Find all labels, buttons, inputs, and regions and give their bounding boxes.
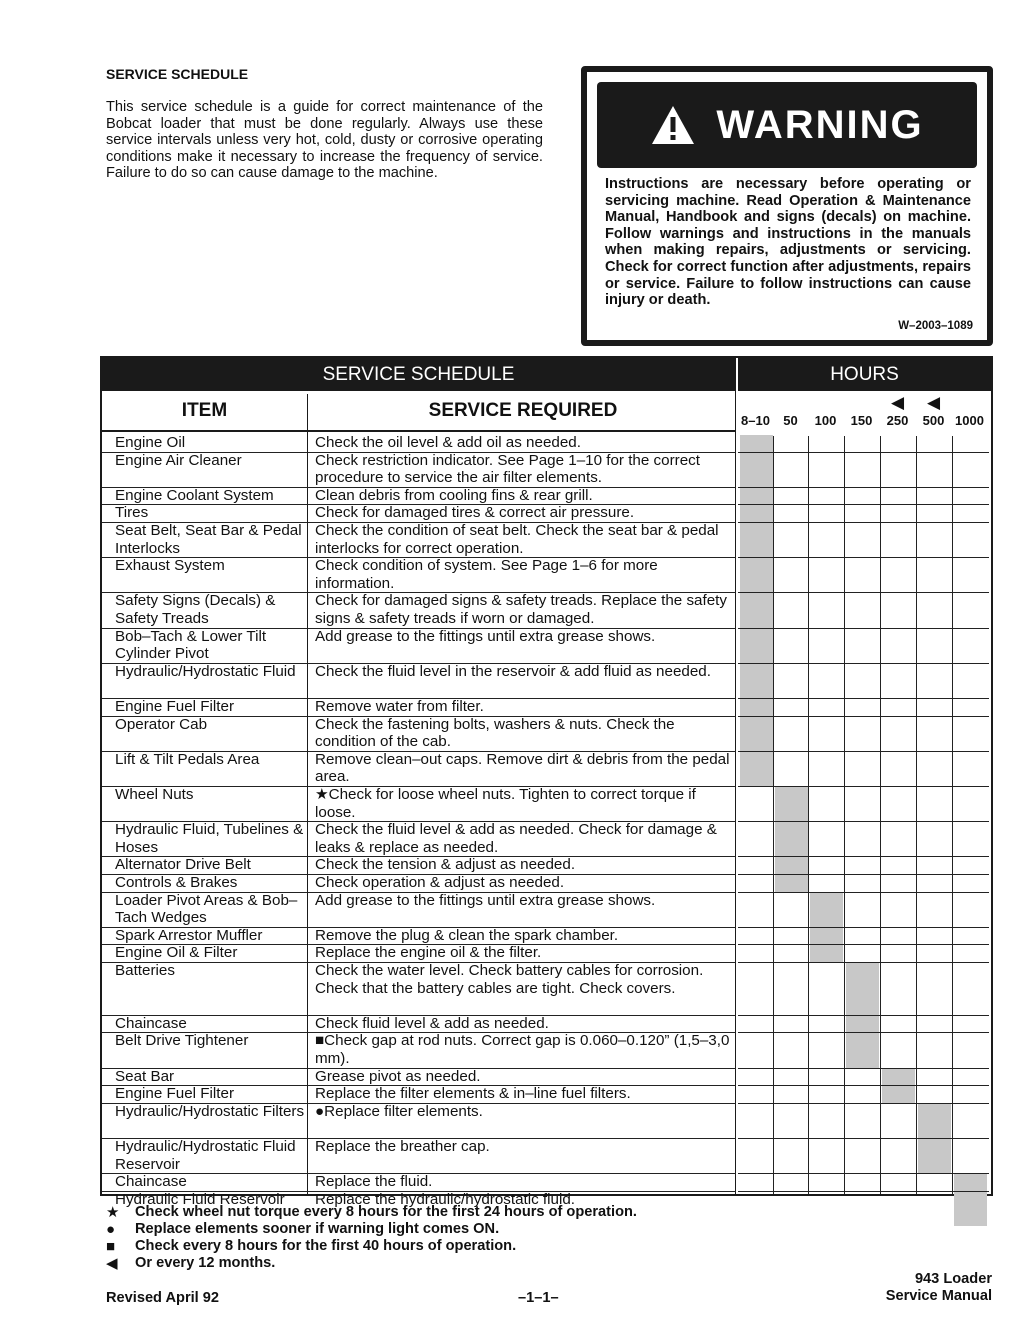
- legend-text: Replace elements sooner if warning light comes ON.: [135, 1221, 500, 1237]
- row-divider-hours: [738, 663, 989, 664]
- footer-manual-title: Service Manual: [885, 1288, 992, 1304]
- schedule-item: Chaincase: [115, 1014, 187, 1032]
- schedule-item: Alternator Drive Belt: [115, 856, 251, 874]
- schedule-item: Exhaust System: [115, 557, 225, 575]
- legend-text: Or every 12 months.: [135, 1255, 276, 1271]
- schedule-item: Engine Oil & Filter: [115, 944, 238, 962]
- hour-grid-line: [880, 436, 881, 1194]
- schedule-service: Check the fluid level & add as needed. Check for damage & leaks & replace as needed.: [315, 821, 717, 856]
- legend-text: Check every 8 hours for the first 40 hours of operation.: [135, 1238, 517, 1254]
- hour-header-1000: 1000: [955, 412, 984, 428]
- interval-shade: [740, 752, 773, 786]
- interval-shade: [740, 453, 773, 487]
- legend-row: [106, 1221, 637, 1238]
- interval-shade: [954, 1174, 987, 1191]
- interval-shade: [810, 928, 843, 945]
- schedule-item: Chaincase: [115, 1173, 187, 1191]
- warning-banner: [597, 82, 977, 168]
- schedule-service: Clean debris from cooling fins & rear grill.: [315, 486, 593, 504]
- schedule-item: Engine Oil: [115, 434, 186, 451]
- hour-header-250: 250: [886, 412, 909, 428]
- schedule-service: Remove clean–out caps. Remove dirt & debris from the pedal area.: [315, 750, 730, 786]
- schedule-item: Bob–Tach & Lower Tilt Cylinder Pivot: [115, 627, 267, 663]
- interval-shade: [740, 435, 773, 452]
- schedule-service: Replace the filter elements & in–line fuel filters.: [315, 1085, 631, 1103]
- page-number: –1–1–: [518, 1290, 559, 1306]
- legend-row: [106, 1238, 637, 1255]
- schedule-item: Spark Arrestor Muffler: [115, 926, 263, 944]
- interval-shade: [740, 593, 773, 627]
- intro-heading: SERVICE SCHEDULE: [106, 66, 249, 82]
- hour-grid-line: [916, 436, 917, 1194]
- schedule-service: Check the tension & adjust as needed.: [315, 856, 576, 874]
- legend-row: [106, 1255, 637, 1272]
- interval-shade: [846, 1016, 879, 1033]
- arrow-left-icon: ◀: [927, 393, 941, 412]
- legend: [106, 1204, 637, 1272]
- schedule-item: Engine Fuel Filter: [115, 698, 235, 715]
- footer-revised: Revised April 92: [106, 1290, 220, 1306]
- schedule-item: Lift & Tilt Pedals Area: [115, 750, 260, 768]
- header-divider: [102, 430, 736, 432]
- warning-text: Instructions are necessary before operating or servicing machine. Read Operation & Maintenance Manual, Handbook and signs (decals) on machine. Follow warnings and instructions in the manuals when making repairs, adjustments or servicing. Check for correct function after adjustments, repairs or service. Failure to follow instructions can cause injury or death.: [605, 176, 971, 309]
- schedule-service: Check for damaged signs & safety treads. Replace the safety signs & safety treads if worn or damaged.: [315, 592, 727, 627]
- row-divider-hours: [738, 892, 989, 893]
- hour-grid-line: [952, 436, 953, 1194]
- row-divider-hours: [738, 698, 989, 699]
- schedule-item: Belt Drive Tightener: [115, 1032, 249, 1050]
- schedule-item: Hydraulic/Hydrostatic Fluid: [115, 662, 296, 680]
- interval-shade: [740, 488, 773, 505]
- schedule-service: Check the condition of seat belt. Check the seat bar & pedal interlocks for correct operation.: [315, 522, 719, 557]
- schedule-item: Safety Signs (Decals) & Safety Treads: [115, 592, 276, 627]
- interval-shade: [775, 875, 808, 892]
- interval-shade: [740, 558, 773, 592]
- interval-shade: [810, 945, 843, 962]
- row-divider-hours: [738, 1138, 989, 1139]
- row-divider-hours: [738, 927, 989, 928]
- interval-shade: [918, 1104, 951, 1138]
- warning-triangle-icon: [650, 104, 696, 146]
- interval-shade: [846, 963, 879, 1015]
- schedule-service: Check the fastening bolts, washers & nuts. Check the condition of the cab.: [315, 715, 675, 751]
- schedule-service: ★Check for loose wheel nuts. Tighten to correct torque if loose.: [315, 786, 696, 821]
- row-divider-hours: [738, 1085, 989, 1086]
- row-divider-hours: [738, 487, 989, 488]
- schedule-item: Controls & Brakes: [115, 874, 238, 891]
- schedule-service: Check the fluid level in the reservoir & add fluid as needed.: [315, 662, 711, 680]
- interval-shade: [775, 787, 808, 821]
- schedule-item: Seat Bar: [115, 1067, 175, 1085]
- schedule-service: Check the water level. Check battery cables for corrosion. Check that the battery cables are tight. Check covers.: [315, 962, 704, 997]
- schedule-item: Wheel Nuts: [115, 786, 194, 803]
- row-divider-hours: [738, 1068, 989, 1069]
- arrow-left-icon: ◀: [891, 393, 905, 412]
- interval-shade: [775, 857, 808, 874]
- schedule-service: Add grease to the fittings until extra grease shows.: [315, 627, 656, 645]
- item-column-header: ITEM: [181, 400, 228, 421]
- hour-header-150: 150: [850, 412, 873, 428]
- row-divider-hours: [738, 628, 989, 629]
- schedule-service: Replace the engine oil & the filter.: [315, 944, 542, 962]
- schedule-service: Remove the plug & clean the spark chamber.: [315, 926, 619, 944]
- interval-shade: [810, 893, 843, 927]
- schedule-service: Replace the fluid.: [315, 1173, 433, 1191]
- service-column-divider: [735, 358, 736, 1194]
- interval-shade: [882, 1069, 915, 1086]
- interval-shade: [954, 1192, 987, 1226]
- schedule-service: Check for damaged tires & correct air pressure.: [315, 504, 635, 522]
- hours-title: HOURS: [738, 358, 991, 391]
- schedule-item: Operator Cab: [115, 715, 208, 733]
- star-icon: ★: [106, 1204, 120, 1221]
- schedule-item: Batteries: [115, 962, 175, 979]
- schedule-item: Loader Pivot Areas & Bob–Tach Wedges: [115, 891, 298, 927]
- schedule-item: Tires: [115, 504, 149, 522]
- footer-manual: [886, 1271, 992, 1305]
- row-divider-hours: [738, 751, 989, 752]
- intro-paragraph: This service schedule is a guide for correct maintenance of the Bobcat loader that must be done regularly. Always use these service intervals unless very hot, cold, dusty or corrosive operating conditions make it necessary to increase the frequency of service. Failure to do so can cause damage to the machine.: [106, 99, 543, 182]
- legend-text: Check wheel nut torque every 8 hours for the first 24 hours of operation.: [135, 1204, 637, 1220]
- row-divider-hours: [738, 522, 989, 523]
- footer-model: 943 Loader: [914, 1271, 992, 1287]
- row-divider-hours: [738, 1103, 989, 1104]
- schedule-item: Engine Fuel Filter: [115, 1085, 235, 1103]
- schedule-service: ●Replace filter elements.: [315, 1102, 483, 1120]
- schedule-service: Check restriction indicator. See Page 1–10 for the correct procedure to service the air filter elements.: [315, 451, 700, 487]
- interval-shade: [740, 629, 773, 663]
- item-column-divider: [307, 394, 308, 1194]
- interval-shade: [846, 1033, 879, 1067]
- interval-shade: [775, 822, 808, 856]
- interval-shade: [740, 664, 773, 698]
- row-divider-hours: [738, 944, 989, 945]
- interval-shade: [740, 717, 773, 751]
- schedule-item: Hydraulic/Hydrostatic Fluid Reservoir: [115, 1138, 296, 1173]
- row-divider-hours: [738, 592, 989, 593]
- row-divider-hours: [738, 1191, 989, 1192]
- schedule-service: Check condition of system. See Page 1–6 for more information.: [315, 557, 658, 592]
- arrow-left-icon: ◀: [106, 1255, 118, 1272]
- service-schedule-table: [100, 356, 993, 1208]
- hour-grid-line: [808, 436, 809, 1194]
- schedule-item: Engine Air Cleaner: [115, 451, 242, 469]
- interval-shade: [740, 523, 773, 557]
- warning-code: W–2003–1089: [898, 320, 973, 332]
- schedule-item: Hydraulic Fluid, Tubelines & Hoses: [115, 821, 304, 856]
- schedule-service: Check operation & adjust as needed.: [315, 874, 565, 891]
- hour-header-50: 50: [783, 412, 798, 428]
- square-icon: ■: [106, 1238, 116, 1255]
- schedule-service: Check the oil level & add oil as needed.: [315, 434, 581, 451]
- schedule-service: ■Check gap at rod nuts. Correct gap is 0.060–0.120” (1,5–3,0 mm).: [315, 1032, 730, 1067]
- hour-header-500: 500: [922, 412, 945, 428]
- schedule-service: Replace the hydraulic/hydrostatic fluid.: [315, 1190, 576, 1208]
- warning-title: WARNING: [716, 102, 924, 147]
- row-divider-hours: [738, 504, 989, 505]
- interval-shade: [882, 1086, 915, 1103]
- schedule-item: Hydraulic/Hydrostatic Filters: [115, 1102, 305, 1120]
- interval-shade: [740, 699, 773, 716]
- legend-row: [106, 1204, 637, 1221]
- hour-header-100: 100: [814, 412, 837, 428]
- warning-box: [581, 66, 993, 346]
- row-divider-hours: [738, 1173, 989, 1174]
- hour-grid-line: [773, 436, 774, 1194]
- schedule-service: Check fluid level & add as needed.: [315, 1014, 549, 1032]
- schedule-service: Remove water from filter.: [315, 698, 484, 715]
- interval-shade: [740, 505, 773, 522]
- row-divider-hours: [738, 452, 989, 453]
- dot-icon: ●: [106, 1221, 116, 1238]
- hour-header-8–10: 8–10: [741, 412, 770, 428]
- schedule-service: Add grease to the fittings until extra grease shows.: [315, 891, 656, 909]
- schedule-item: Engine Coolant System: [115, 486, 274, 504]
- schedule-item: Seat Belt, Seat Bar & Pedal Interlocks: [115, 522, 302, 557]
- schedule-service: Replace the breather cap.: [315, 1138, 490, 1155]
- schedule-service: Grease pivot as needed.: [315, 1067, 481, 1085]
- interval-shade: [918, 1139, 951, 1173]
- hour-grid-line: [844, 436, 845, 1194]
- row-divider-hours: [738, 557, 989, 558]
- service-column-header: SERVICE REQUIRED: [428, 400, 618, 421]
- row-divider-hours: [738, 716, 989, 717]
- schedule-item: Hydraulic Fluid Reservoir: [115, 1190, 285, 1208]
- schedule-title: SERVICE SCHEDULE: [102, 358, 735, 391]
